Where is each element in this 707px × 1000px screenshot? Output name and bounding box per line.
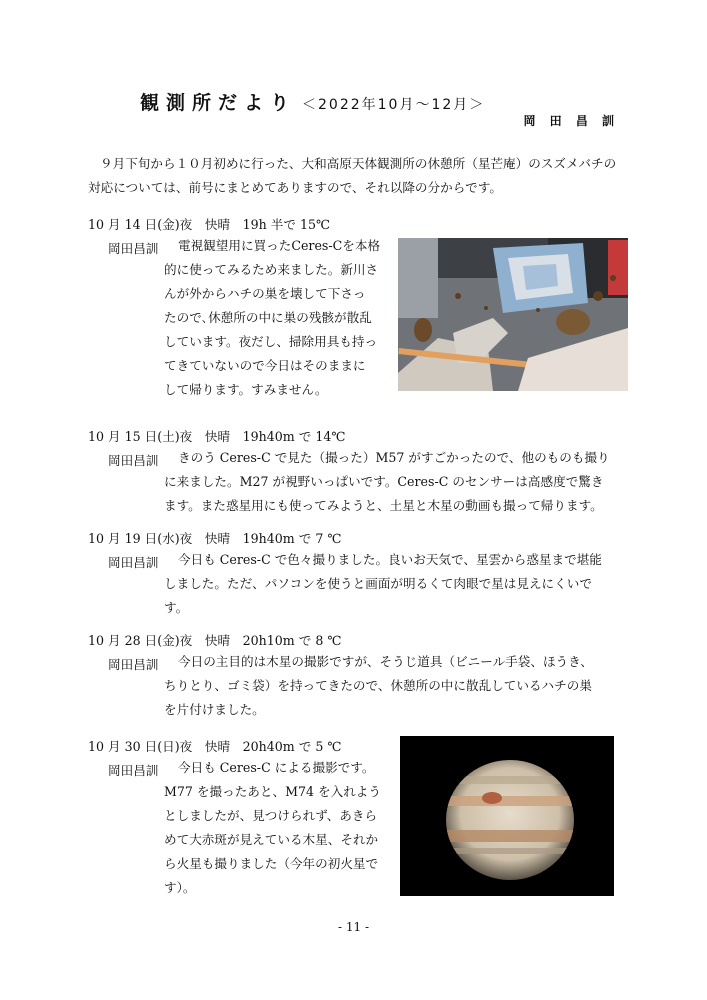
entry-line: 今日も Ceres-C で色々撮りました。良いお天気で、星雲から惑星まで堪能 xyxy=(178,552,602,567)
entry-line: す）。 xyxy=(164,880,196,895)
entry-line: 今日の主目的は木星の撮影ですが、そうじ道具（ビニール手袋、ほうき、 xyxy=(178,654,593,669)
entry-body-oct19 xyxy=(164,548,638,620)
entry-line: たので､休憩所の中に巣の残骸が散乱 xyxy=(164,310,372,325)
hornet-nest-debris-photo xyxy=(398,238,628,391)
entry-date-oct19: 10 月 19 日(水)夜 快晴 19h40m で 7 ℃ xyxy=(88,531,342,546)
entry-line: す。 xyxy=(164,600,189,615)
entry-date-oct28: 10 月 28 日(金)夜 快晴 20h10m で 8 ℃ xyxy=(88,633,342,648)
entry-line: 的に使ってみるため来ました。新川さ xyxy=(164,262,379,277)
entry-line: しています。夜だし、掃除用具も持っ xyxy=(164,334,378,349)
entry-observer: 岡田昌訓 xyxy=(108,555,159,570)
entry-line: を片付けました。 xyxy=(164,702,265,717)
entry-line: としましたが、見つけられず、あきら xyxy=(164,808,378,823)
entry-line: ら火星も撮りました（今年の初火星で xyxy=(164,856,379,871)
jupiter-photo xyxy=(400,736,614,896)
hornet-nest-debris-image xyxy=(398,238,628,391)
page-title xyxy=(140,88,485,115)
jupiter-image xyxy=(400,736,614,896)
entry-date-oct15: 10 月 15 日(土)夜 快晴 19h40m で 14℃ xyxy=(88,429,346,444)
entry-observer: 岡田昌訓 xyxy=(108,241,159,256)
entry-line: めて大赤斑が見えている木星、それか xyxy=(164,832,379,847)
title-period: ＜2022年10月～12月＞ xyxy=(302,97,486,113)
entry-line: して帰ります。すみません。 xyxy=(164,382,328,397)
entry-date-oct30: 10 月 30 日(日)夜 快晴 20h40m で 5 ℃ xyxy=(88,739,342,754)
entry-line: 今日も Ceres-C による撮影です。 xyxy=(178,760,375,775)
entry-date-oct14: 10 月 14 日(金)夜 快晴 19h 半で 15℃ xyxy=(88,217,331,232)
entry-line: M77 を撮ったあと、M74 を入れよう xyxy=(164,784,381,799)
entry-line: てきていないので今日はそのままに xyxy=(164,358,366,373)
entry-line: 電視観望用に買ったCeres-Cを本格 xyxy=(178,238,381,253)
entry-line: きのう Ceres-C で見た（撮った）M57 がすごかったので、他のものも撮り xyxy=(178,450,610,465)
page-number: - 11 - xyxy=(337,920,369,934)
entry-line: ちりとり、ゴミ袋）を持ってきたので、休憩所の中に散乱しているハチの巣 xyxy=(164,678,592,693)
entry-observer: 岡田昌訓 xyxy=(108,657,159,672)
entry-observer: 岡田昌訓 xyxy=(108,453,159,468)
entry-body-oct28 xyxy=(164,650,638,722)
entry-line: に来ました。M27 が視野いっぱいです。Ceres-C のセンサーは高感度で驚き xyxy=(164,474,604,489)
entry-line: んが外からハチの巣を壊して下さっ xyxy=(164,286,366,301)
entry-body-oct15 xyxy=(164,446,638,518)
entry-line: ます。また惑星用にも使ってみようと、土星と木星の動画も撮って帰ります。 xyxy=(164,498,603,513)
entry-body-oct30 xyxy=(164,756,393,900)
author-name: 岡 田 昌 訓 xyxy=(523,114,619,128)
entry-observer: 岡田昌訓 xyxy=(108,763,159,778)
intro-paragraph: ９月下旬から１０月初めに行った、大和高原天体観測所の休憩所（星芒庵）のスズメバチの対応については、前号にまとめてありますので、それ以降の分からです。 xyxy=(88,156,617,195)
entry-line: しました。ただ、パソコンを使うと画面が明るくて肉眼で星は見えにくいで xyxy=(164,576,592,591)
title-text: 観測所だより xyxy=(140,92,297,114)
entry-body-oct14 xyxy=(164,234,393,402)
